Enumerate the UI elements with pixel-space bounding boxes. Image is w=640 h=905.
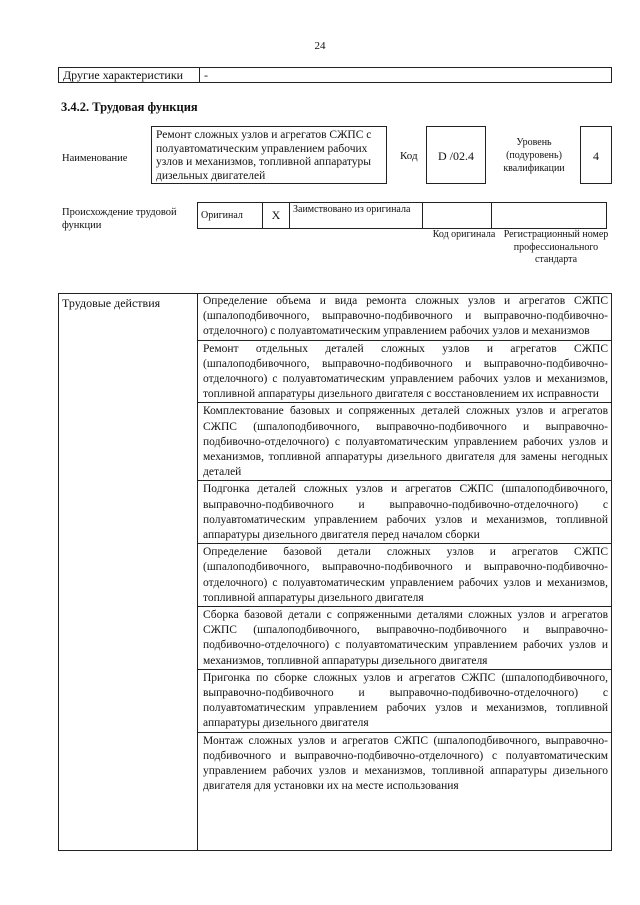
labor-action-item: Монтаж сложных узлов и агрегатов СЖПС (шпалоподбивочного, выправочно-подбивочного и выправочно-подбивочно-отделочного) с полуавтоматическим управлением рабочих узлов и механизмов, топливной аппаратуры дизельного двигателя для установки их на месте использования <box>203 734 608 793</box>
labor-action-item: Определение базовой детали сложных узлов и агрегатов СЖПС (шпалоподбивочного, выправочно-подбивочного и выправочно-подбивочно-отделочного) с полуавтоматическим управлением рабочих узлов и механизмов, топливной аппаратуры дизельного двигателя <box>198 544 612 607</box>
origin-original-label: Оригинал <box>198 203 263 229</box>
labor-actions-label: Трудовые действия <box>62 296 161 310</box>
labor-actions-list <box>198 293 612 795</box>
name-label: Наименование <box>62 153 128 164</box>
labor-action-item: Сборка базовой детали с сопряженными деталями сложных узлов и агрегатов СЖПС (шпалоподбивочного, выправочно-подбивочного и выправочно-подбивочно-отделочного) с полуавтоматическим управлением рабочих узлов и механизмов, топливной аппаратуры дизельного двигателя <box>198 607 612 670</box>
qualification-level-value: 4 <box>580 126 612 184</box>
qualification-level-label: Уровень (подуровень) квалификации <box>503 137 565 174</box>
labor-action-item: Комплектование базовых и сопряженных деталей сложных узлов и агрегатов СЖПС (шпалоподбивочного, выправочно-подбивочного и выправочно-подбивочно-отделочного) с полуавтоматическим управлением рабочих узлов и механизмов, топливной аппаратуры дизельного двигателя для замены негодных деталей <box>198 403 612 481</box>
function-name-value: Ремонт сложных узлов и агрегатов СЖПС с полуавтоматическим управлением рабочих узлов и механизмов, топливной аппаратуры дизельных двигателей <box>151 126 387 184</box>
labor-action-item: Пригонка по сборке сложных узлов и агрегатов СЖПС (шпалоподбивочного, выправочно-подбивочного и выправочно-подбивочно-отделочного) с полуавтоматическим управлением рабочих узлов и механизмов, топливной аппаратуры дизельного двигателя <box>198 670 612 733</box>
origin-original-mark: X <box>263 203 290 229</box>
section-title: 3.4.2. Трудовая функция <box>61 100 198 114</box>
page-number: 24 <box>314 40 326 52</box>
origin-borrowed-label: Заимствовано из оригинала <box>290 203 423 229</box>
original-code-caption: Код оригинала <box>432 229 496 240</box>
code-label: Код <box>400 150 418 162</box>
labor-action-item: Подгонка деталей сложных узлов и агрегатов СЖПС (шпалоподбивочного, выправочно-подбивочного и выправочно-подбивочно-отделочного) с полуавтоматическим управлением рабочих узлов и механизмов, топливной аппаратуры дизельного двигателя перед началом сборки <box>198 481 612 544</box>
other-characteristics-table <box>58 67 612 83</box>
other-characteristics-value: - <box>200 68 612 83</box>
origin-table <box>197 202 607 229</box>
origin-label: Происхождение трудовой функции <box>62 207 177 231</box>
labor-action-item: Ремонт отдельных деталей сложных узлов и агрегатов СЖПС (шпалоподбивочного, выправочно-подбивочного и выправочно-подбивочно-отделочного) с полуавтоматическим управлением рабочих узлов и механизмов, топливной аппаратуры дизельного двигателя с восстановлением их исправности <box>198 341 612 404</box>
registration-number-caption: Регистрационный номер профессионального стандарта <box>503 229 609 265</box>
origin-reg-number-cell <box>492 203 607 229</box>
origin-code-cell <box>423 203 492 229</box>
function-code-value: D /02.4 <box>426 126 486 184</box>
other-characteristics-label: Другие характеристики <box>59 68 200 83</box>
labor-action-item: Определение объема и вида ремонта сложных узлов и агрегатов СЖПС (шпалоподбивочного, выправочно-подбивочного и выправочно-подбивочно-отделочного) с полуавтоматическим управлением рабочих узлов и механизмов <box>198 293 612 341</box>
